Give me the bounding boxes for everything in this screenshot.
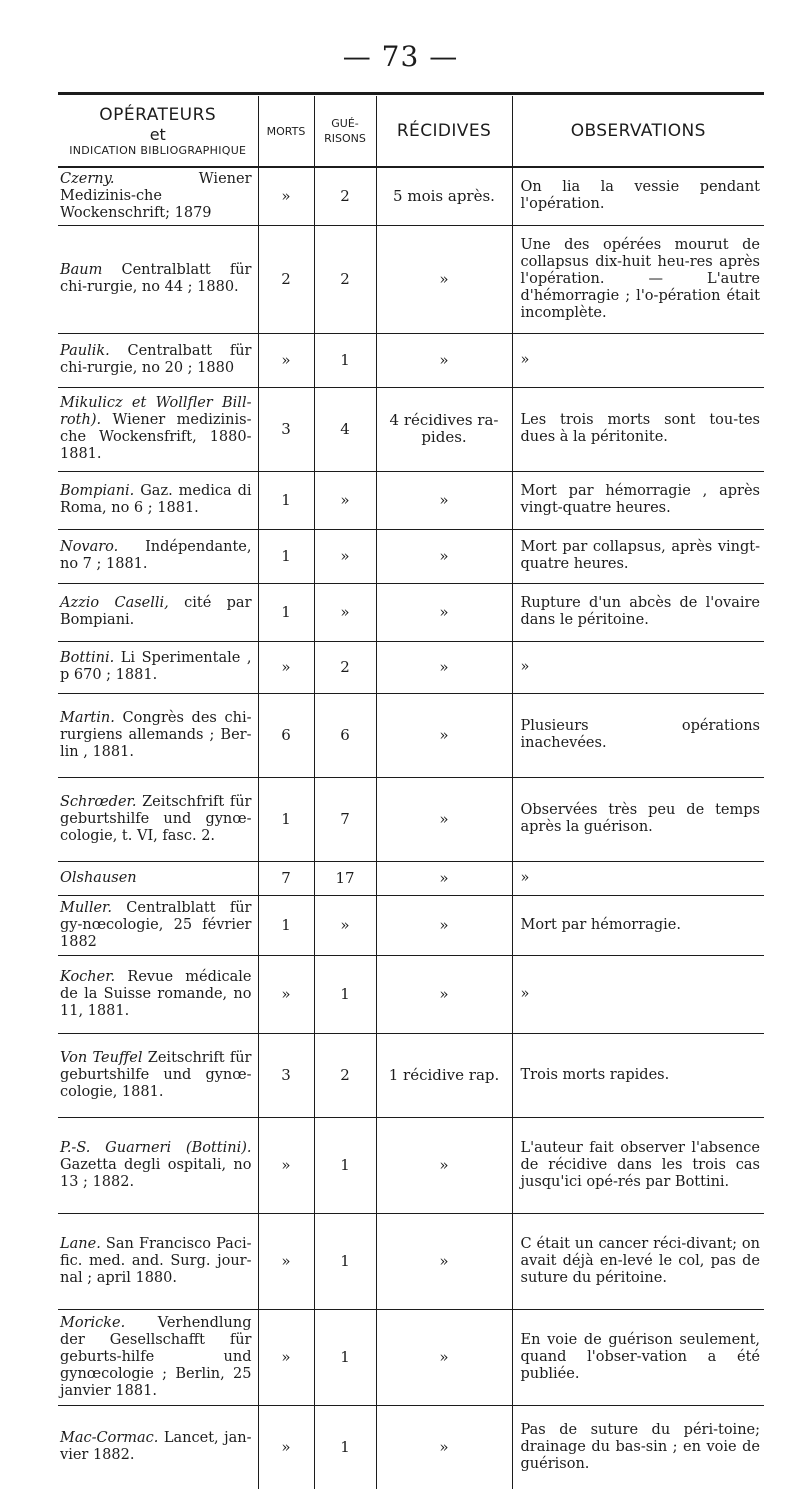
operator-cell bbox=[58, 1213, 258, 1309]
operator-name: Baum bbox=[60, 262, 103, 278]
morts-cell: » bbox=[258, 1213, 314, 1309]
morts-cell: » bbox=[258, 1405, 314, 1489]
header-morts: MORTS bbox=[258, 96, 314, 167]
table-row bbox=[58, 777, 764, 861]
morts-cell: 3 bbox=[258, 1033, 314, 1117]
header-guerisons bbox=[314, 96, 376, 167]
morts-cell: » bbox=[258, 1117, 314, 1213]
morts-cell: » bbox=[258, 167, 314, 225]
recidives-cell: » bbox=[376, 225, 512, 333]
observations-cell: » bbox=[512, 641, 764, 693]
operator-name: Mikulicz et Wollfler Bill-roth). bbox=[60, 395, 252, 428]
operator-name: Kocher. bbox=[60, 968, 116, 985]
operator-cell bbox=[58, 955, 258, 1033]
observations-cell: Mort par hémorragie , après vingt-quatre heures. bbox=[512, 471, 764, 529]
observations-cell: Une des opérées mourut de collapsus dix-huit heu-res après l'opération. — L'autre d'hémorragie ; l'o-pération était incomplète. bbox=[512, 225, 764, 333]
observations-cell: Mort par hémorragie. bbox=[512, 895, 764, 955]
table-row bbox=[58, 1213, 764, 1309]
guerisons-cell: » bbox=[314, 583, 376, 641]
observations-cell: Rupture d'un abcès de l'ovaire dans le péritoine. bbox=[512, 583, 764, 641]
recidives-cell: » bbox=[376, 529, 512, 583]
operator-name: Von Teuffel bbox=[60, 1049, 143, 1066]
observations-cell: » bbox=[512, 955, 764, 1033]
table-row bbox=[58, 895, 764, 955]
recidives-cell: » bbox=[376, 693, 512, 777]
table-row bbox=[58, 333, 764, 387]
recidives-cell: 5 mois après. bbox=[376, 167, 512, 225]
guerisons-cell: 17 bbox=[314, 861, 376, 895]
guerisons-cell: » bbox=[314, 895, 376, 955]
recidives-cell: » bbox=[376, 1405, 512, 1489]
observations-cell: Trois morts rapides. bbox=[512, 1033, 764, 1117]
operators-table bbox=[58, 96, 764, 1489]
guerisons-cell: 1 bbox=[314, 333, 376, 387]
operator-cell bbox=[58, 1033, 258, 1117]
operator-cell bbox=[58, 529, 258, 583]
table-row bbox=[58, 955, 764, 1033]
morts-cell: 1 bbox=[258, 583, 314, 641]
morts-cell: » bbox=[258, 955, 314, 1033]
observations-cell: Les trois morts sont tou-tes dues à la péritonite. bbox=[512, 387, 764, 471]
observations-cell: » bbox=[512, 861, 764, 895]
operator-cell bbox=[58, 895, 258, 955]
bibliographic-reference: Centralblatt für gy-nœcologie, 25 février 1882 bbox=[60, 899, 252, 950]
observations-cell: L'auteur fait observer l'absence de récidive dans les trois cas jusqu'ici opé-rés par Bottini. bbox=[512, 1117, 764, 1213]
bibliographic-reference: Zeitschfrift für geburtshilfe und gynœ-cologie, t. VI, fasc. 2. bbox=[60, 793, 252, 844]
observations-cell: Pas de suture du péri-toine; drainage du bas-sin ; en voie de guérison. bbox=[520, 1421, 760, 1472]
recidives-cell: » bbox=[376, 641, 512, 693]
recidives-cell: » bbox=[376, 777, 512, 861]
guerisons-cell: » bbox=[314, 471, 376, 529]
recidives-cell: » bbox=[376, 1309, 512, 1405]
top-rule bbox=[58, 92, 764, 95]
operator-name: Olshausen bbox=[60, 869, 137, 886]
table-row bbox=[58, 641, 764, 693]
guerisons-cell: 1 bbox=[314, 955, 376, 1033]
table-row bbox=[58, 471, 764, 529]
operator-name: Lane. bbox=[60, 1235, 101, 1252]
operator-name: Bompiani. bbox=[60, 483, 135, 499]
observations-cell: Mort par collapsus, après vingt-quatre heures. bbox=[512, 529, 764, 583]
morts-cell: » bbox=[258, 1309, 314, 1405]
morts-cell: 3 bbox=[258, 387, 314, 471]
operator-cell bbox=[58, 861, 258, 895]
bibliographic-reference: Wiener medizinis-che Wockensfrift, 1880-1881. bbox=[60, 412, 252, 462]
morts-cell: 2 bbox=[258, 225, 314, 333]
page-number: — 73 — bbox=[342, 40, 459, 73]
operator-name: Schrœder. bbox=[60, 793, 137, 810]
table-row bbox=[58, 225, 764, 333]
operator-cell bbox=[58, 641, 258, 693]
bibliographic-reference: Lancet, jan-vier 1882. bbox=[60, 1430, 252, 1464]
recidives-cell: 4 récidives ra-pides. bbox=[376, 387, 512, 471]
operator-name: Paulik. bbox=[60, 343, 110, 359]
table-row bbox=[58, 1117, 764, 1213]
bibliographic-reference: Gaz. medica di Roma, no 6 ; 1881. bbox=[60, 483, 252, 516]
observations-cell: Observées très peu de temps après la guérison. bbox=[512, 777, 764, 861]
guerisons-cell: 1 bbox=[314, 1213, 376, 1309]
operator-name: P.-S. Guarneri (Bottini). bbox=[60, 1139, 252, 1156]
bibliographic-reference: Indépendante, no 7 ; 1881. bbox=[60, 539, 252, 572]
guerisons-cell: 1 bbox=[314, 1405, 376, 1489]
guerisons-cell: 7 bbox=[314, 777, 376, 861]
guerisons-cell: 1 bbox=[314, 1309, 376, 1405]
guerisons-cell: 6 bbox=[314, 693, 376, 777]
bibliographic-reference: Verhendlung der Gesellschafft für geburts-hilfe und gynœcologie ; Berlin, 25 janvier 1881. bbox=[60, 1314, 252, 1399]
table-row bbox=[58, 1033, 764, 1117]
guerisons-cell: 2 bbox=[314, 1033, 376, 1117]
recidives-cell: 1 récidive rap. bbox=[376, 1033, 512, 1117]
recidives-cell: » bbox=[376, 895, 512, 955]
operator-cell bbox=[58, 471, 258, 529]
recidives-cell: » bbox=[376, 1213, 512, 1309]
bibliographic-reference: Revue médicale de la Suisse romande, no 11, 1881. bbox=[60, 968, 252, 1019]
operator-name: Bottini. bbox=[60, 650, 115, 666]
operator-name: Czerny. bbox=[60, 170, 115, 187]
operator-cell bbox=[58, 777, 258, 861]
guerisons-cell: 2 bbox=[314, 167, 376, 225]
header-guerisons-line2: RISONS bbox=[324, 132, 366, 145]
operator-cell bbox=[58, 693, 258, 777]
guerisons-cell: 1 bbox=[314, 1117, 376, 1213]
header-operateurs bbox=[58, 96, 258, 167]
header-operateurs-line1: OPÉRATEURS bbox=[99, 105, 217, 125]
observations-cell: » bbox=[512, 333, 764, 387]
table-row bbox=[58, 1309, 764, 1405]
observations-cell: En voie de guérison seulement, quand l'obser-vation a été publiée. bbox=[512, 1309, 764, 1405]
table-row bbox=[58, 167, 764, 225]
guerisons-cell: 2 bbox=[314, 641, 376, 693]
header-operateurs-line2: et bbox=[149, 125, 166, 144]
bibliographic-reference: Li Sperimentale , p 670 ; 1881. bbox=[60, 650, 252, 683]
guerisons-cell: 2 bbox=[314, 225, 376, 333]
morts-cell: 7 bbox=[258, 861, 314, 895]
recidives-cell: » bbox=[376, 1117, 512, 1213]
morts-cell: » bbox=[258, 641, 314, 693]
morts-cell: 6 bbox=[258, 693, 314, 777]
recidives-cell: » bbox=[376, 583, 512, 641]
operator-cell bbox=[58, 1309, 258, 1405]
observations-cell: Plusieurs opérations inachevées. bbox=[512, 693, 764, 777]
operator-name: Novaro. bbox=[60, 539, 119, 555]
header-observations: OBSERVATIONS bbox=[512, 96, 764, 167]
guerisons-cell: 4 bbox=[314, 387, 376, 471]
operator-cell bbox=[58, 387, 258, 471]
table-row bbox=[58, 861, 764, 895]
operator-cell bbox=[58, 1117, 258, 1213]
recidives-cell: » bbox=[376, 861, 512, 895]
operator-cell bbox=[58, 583, 258, 641]
guerisons-cell: » bbox=[314, 529, 376, 583]
bibliographic-reference: cité par Bompiani. bbox=[60, 595, 252, 628]
table-row bbox=[58, 693, 764, 777]
table-row bbox=[58, 387, 764, 471]
operator-name: Moricke. bbox=[60, 1314, 126, 1331]
observations-cell: On lia la vessie pendant l'opération. bbox=[512, 167, 764, 225]
table-row bbox=[58, 583, 764, 641]
header-guerisons-line1: GUÉ- bbox=[331, 117, 359, 130]
bibliographic-reference: San Francisco Paci-fic. med. and. Surg. jour-nal ; april 1880. bbox=[60, 1235, 252, 1286]
header-operateurs-line3: INDICATION BIBLIOGRAPHIQUE bbox=[69, 144, 247, 157]
bibliographic-reference: Centralbatt für chi-rurgie, no 20 ; 1880 bbox=[60, 343, 252, 376]
table-header-row bbox=[58, 96, 764, 167]
operator-name: Martin. bbox=[60, 709, 115, 726]
operator-cell bbox=[58, 333, 258, 387]
bibliographic-reference: Wiener Medizinis-che Wockenschrift; 1879 bbox=[60, 170, 252, 221]
bibliographic-reference: Gazetta degli ospitali, no 13 ; 1882. bbox=[60, 1156, 252, 1190]
morts-cell: 1 bbox=[258, 777, 314, 861]
recidives-cell: » bbox=[376, 333, 512, 387]
morts-cell: 1 bbox=[258, 529, 314, 583]
observations-cell: C était un cancer réci-divant; on avait déjà en-levé le col, pas de suture du péritoine. bbox=[512, 1213, 764, 1309]
bibliographic-reference: Zeitschrift für geburtshilfe und gynœ-cologie, 1881. bbox=[60, 1049, 252, 1100]
table-row bbox=[58, 529, 764, 583]
header-recidives: RÉCIDIVES bbox=[376, 96, 512, 167]
morts-cell: » bbox=[258, 333, 314, 387]
bibliographic-reference: Congrès des chi-rurgiens allemands ; Ber-lin , 1881. bbox=[60, 709, 252, 760]
recidives-cell: » bbox=[376, 471, 512, 529]
operator-name: Mac-Cormac. bbox=[60, 1430, 159, 1447]
bibliographic-reference: Centralblatt für chi-rurgie, no 44 ; 1880. bbox=[60, 262, 252, 295]
operator-name: Muller. bbox=[60, 899, 112, 916]
morts-cell: 1 bbox=[258, 471, 314, 529]
operator-cell bbox=[58, 225, 258, 333]
operator-name: Azzio Caselli, bbox=[60, 595, 169, 611]
operator-cell bbox=[58, 167, 258, 225]
recidives-cell: » bbox=[376, 955, 512, 1033]
morts-cell: 1 bbox=[258, 895, 314, 955]
